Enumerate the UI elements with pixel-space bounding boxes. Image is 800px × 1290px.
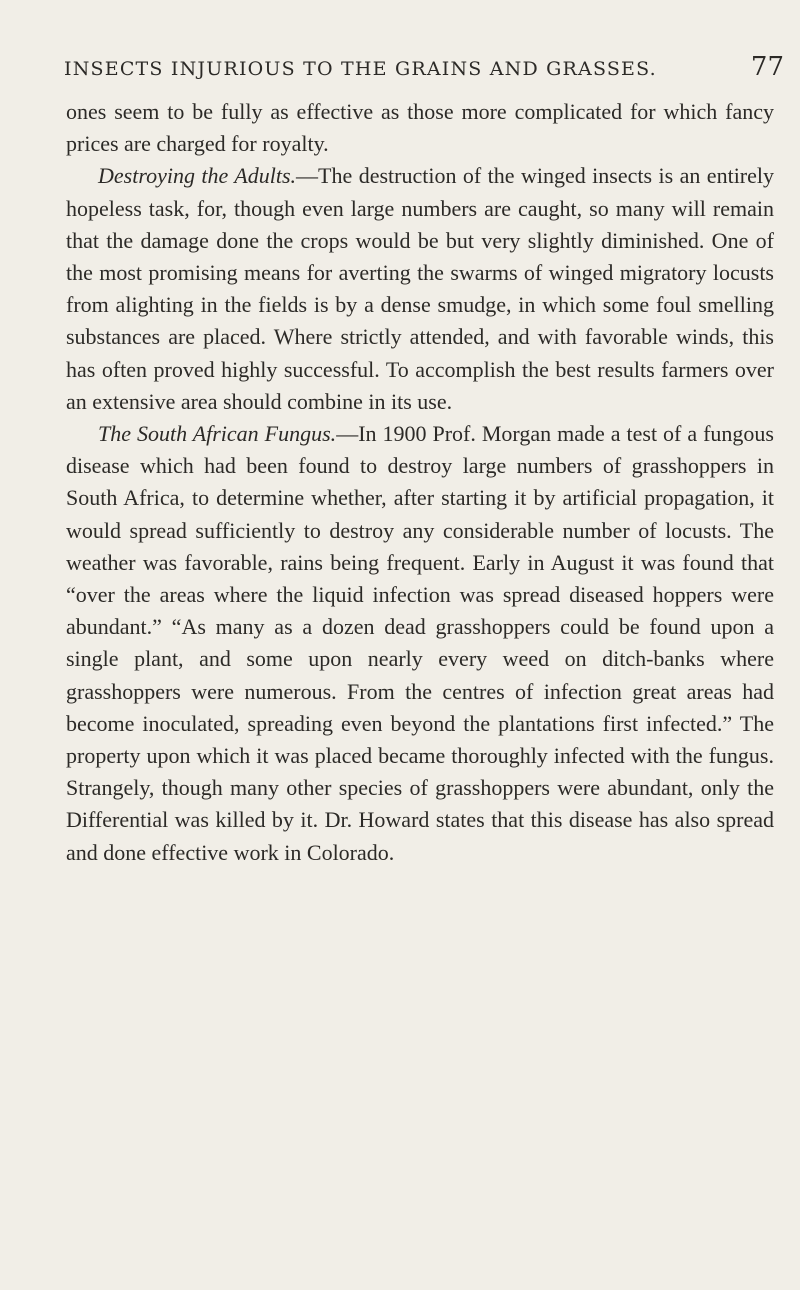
paragraph-south-african-fungus <box>66 418 774 869</box>
paragraph-continuation: ones seem to be fully as effective as those more complicated for which fancy prices are charged for royalty. <box>66 99 774 157</box>
paragraph-heading-south-african-fungus: The South African Fungus. <box>98 421 337 447</box>
running-head: INSECTS INJURIOUS TO THE GRAINS AND GRASSES. <box>64 58 657 80</box>
paragraph-heading-destroying-adults: Destroying the Adults. <box>98 163 297 189</box>
body-text <box>66 96 774 869</box>
paragraph-text-south-african-fungus: —In 1900 Prof. Morgan made a test of a fungous disease which had been found to destroy large numbers of grasshoppers in South Africa, to determine whether, after starting it by artificial propagation, it would spread sufficiently to destroy any considerable number of locusts. The weather was favorable, rains being frequent. Early in August it was found that “over the areas where the liquid infection was spread diseased hoppers were abundant.” “As many as a dozen dead grasshoppers could be found upon a single plant, and some upon nearly every weed on ditch-banks where grasshoppers were numerous. From the centres of infection great areas had become inoculated, spreading even beyond the plantations first infected.” The property upon which it was placed became thoroughly infected with the fungus. Strangely, though many other species of grasshoppers were abundant, only the Differential was killed by it. Dr. Howard states that this disease has also spread and done effective work in Colorado. <box>66 421 774 865</box>
page-number: 77 <box>750 52 784 82</box>
paragraph-destroying-adults <box>66 160 774 418</box>
page-header <box>64 52 784 86</box>
paragraph-text-destroying-adults: —The destruction of the winged insects is an entirely hopeless task, for, though even large numbers are caught, so many will remain that the damage done the crops would be but very slightly diminished. One of the most promising means for averting the swarms of winged migratory locusts from alighting in the fields is by a dense smudge, in which some foul smelling substances are placed. Where strictly attended, and with favorable winds, this has often proved highly successful. To accomplish the best results farmers over an extensive area should combine in its use. <box>66 163 775 414</box>
